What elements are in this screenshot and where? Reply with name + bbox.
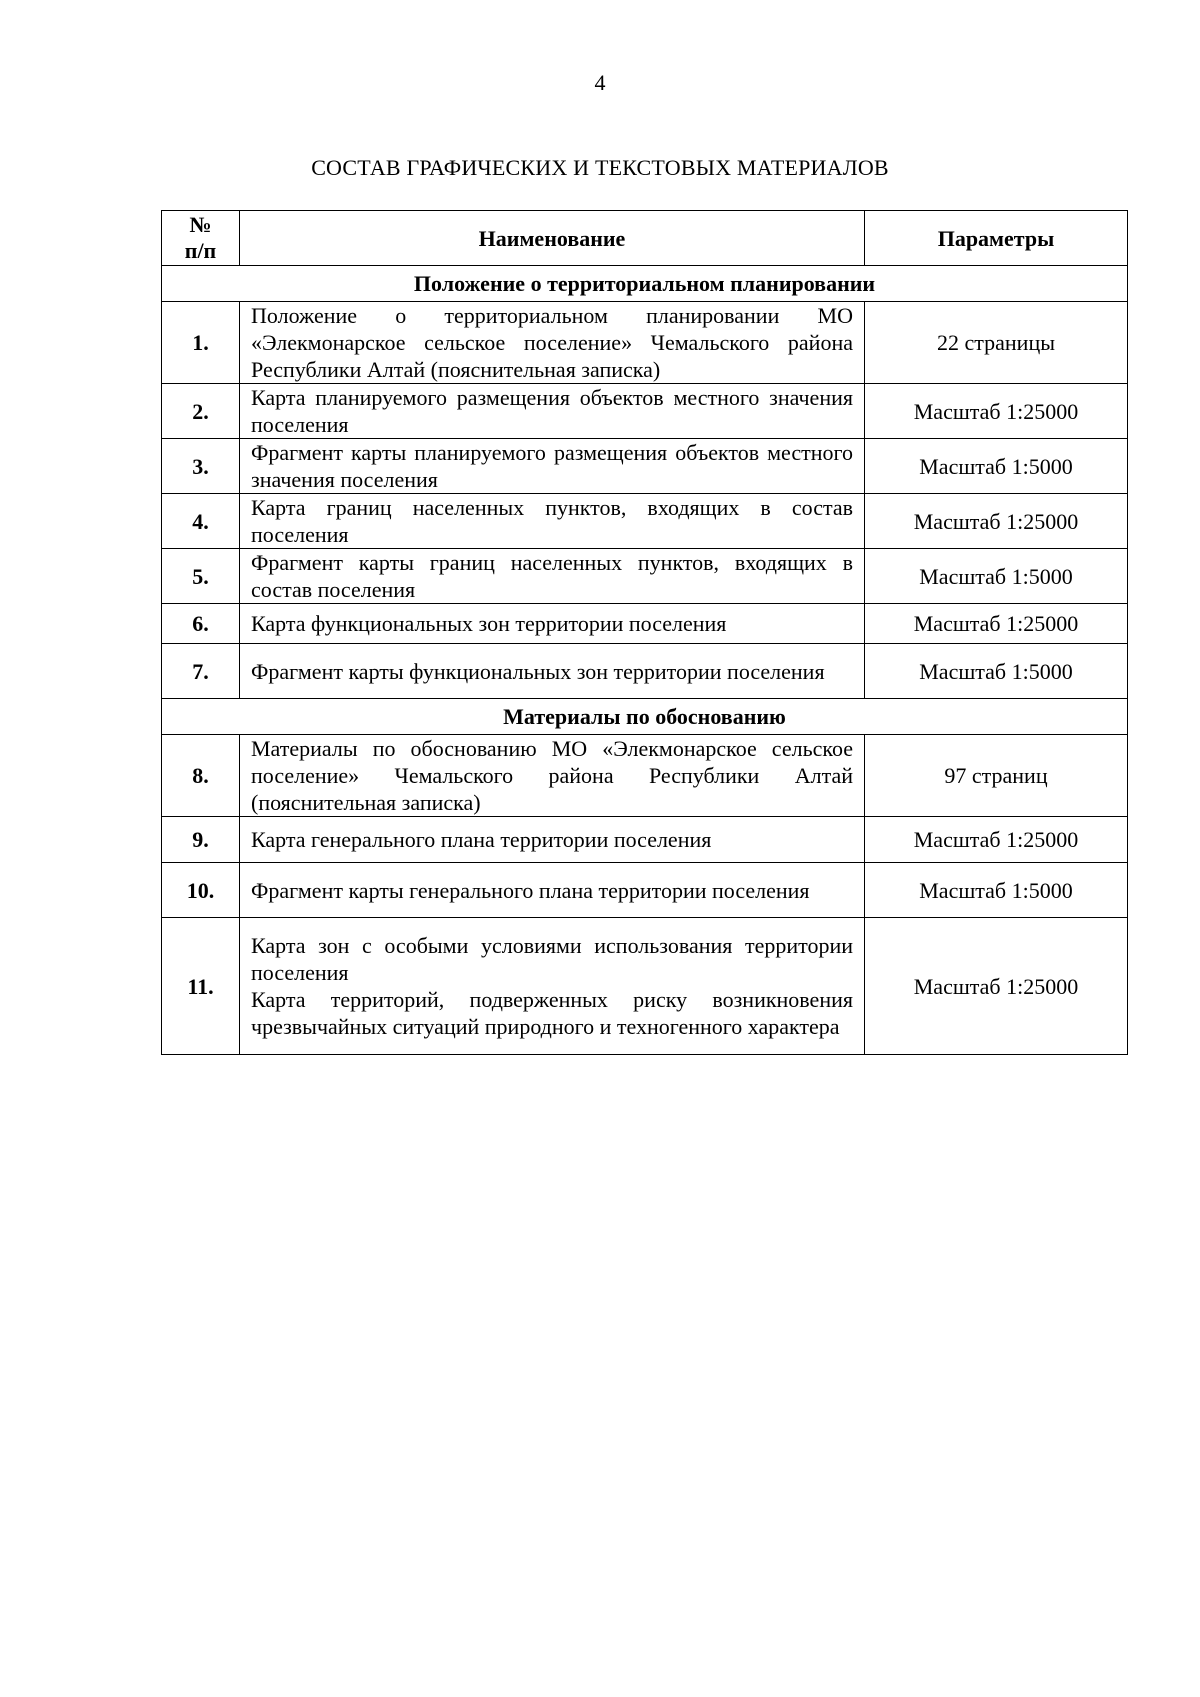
row-number: 11. — [162, 918, 240, 1055]
table-row — [162, 863, 1128, 918]
row-number: 5. — [162, 549, 240, 604]
page-number: 4 — [594, 70, 606, 95]
row-name — [240, 918, 865, 1055]
header-number-abbr: п/п — [184, 238, 217, 263]
row-number: 10. — [162, 863, 240, 918]
row-params: 97 страниц — [865, 735, 1128, 817]
table-row — [162, 604, 1128, 644]
row-params: Масштаб 1:25000 — [865, 384, 1128, 439]
row-params: Масштаб 1:5000 — [865, 549, 1128, 604]
row-params: 22 страницы — [865, 302, 1128, 384]
row-name: Материалы по обоснованию МО «Элекмонарское сельское поселение» Чемальского района Республики Алтай (пояснительная записка) — [240, 735, 865, 817]
header-name: Наименование — [240, 211, 865, 266]
table-row — [162, 302, 1128, 384]
row-name: Фрагмент карты генерального плана территории поселения — [240, 863, 865, 918]
row-name: Фрагмент карты границ населенных пунктов, входящих в состав поселения — [240, 549, 865, 604]
row-params: Масштаб 1:5000 — [865, 644, 1128, 699]
section-title: Положение о территориальном планировании — [162, 266, 1128, 302]
row-params: Масштаб 1:25000 — [865, 817, 1128, 863]
row-params: Масштаб 1:25000 — [865, 494, 1128, 549]
header-number-symbol: № — [189, 212, 212, 237]
row-name: Карта генерального плана территории поселения — [240, 817, 865, 863]
row-params: Масштаб 1:5000 — [865, 439, 1128, 494]
section-row — [162, 266, 1128, 302]
header-number — [162, 211, 240, 266]
row-name: Фрагмент карты функциональных зон территории поселения — [240, 644, 865, 699]
row-params: Масштаб 1:25000 — [865, 918, 1128, 1055]
row-name: Положение о территориальном планировании МО «Элекмонарское сельское поселение» Чемальского района Республики Алтай (пояснительная записка) — [240, 302, 865, 384]
table-row — [162, 817, 1128, 863]
row-number: 9. — [162, 817, 240, 863]
row-number: 1. — [162, 302, 240, 384]
row-name: Карта границ населенных пунктов, входящих в состав поселения — [240, 494, 865, 549]
row-number: 3. — [162, 439, 240, 494]
table-row — [162, 384, 1128, 439]
table-row — [162, 644, 1128, 699]
materials-table — [161, 210, 1128, 1055]
row-number: 2. — [162, 384, 240, 439]
section-row — [162, 699, 1128, 735]
row-number: 4. — [162, 494, 240, 549]
document-title: СОСТАВ ГРАФИЧЕСКИХ И ТЕКСТОВЫХ МАТЕРИАЛОВ — [311, 155, 889, 180]
row-number: 7. — [162, 644, 240, 699]
row-name: Карта планируемого размещения объектов местного значения поселения — [240, 384, 865, 439]
row-name: Карта функциональных зон территории поселения — [240, 604, 865, 644]
header-params: Параметры — [865, 211, 1128, 266]
section-title: Материалы по обоснованию — [162, 699, 1128, 735]
table-row — [162, 549, 1128, 604]
table-header-row — [162, 211, 1128, 266]
row-params: Масштаб 1:25000 — [865, 604, 1128, 644]
row-name-line: Карта территорий, подверженных риску возникновения чрезвычайных ситуаций природного и техногенного характера — [251, 987, 853, 1039]
row-number: 8. — [162, 735, 240, 817]
table-row — [162, 735, 1128, 817]
table-row — [162, 494, 1128, 549]
row-params: Масштаб 1:5000 — [865, 863, 1128, 918]
row-number: 6. — [162, 604, 240, 644]
row-name: Фрагмент карты планируемого размещения объектов местного значения поселения — [240, 439, 865, 494]
table-row — [162, 918, 1128, 1055]
table-row — [162, 439, 1128, 494]
row-name-line: Карта зон с особыми условиями использования территории поселения — [251, 933, 853, 985]
